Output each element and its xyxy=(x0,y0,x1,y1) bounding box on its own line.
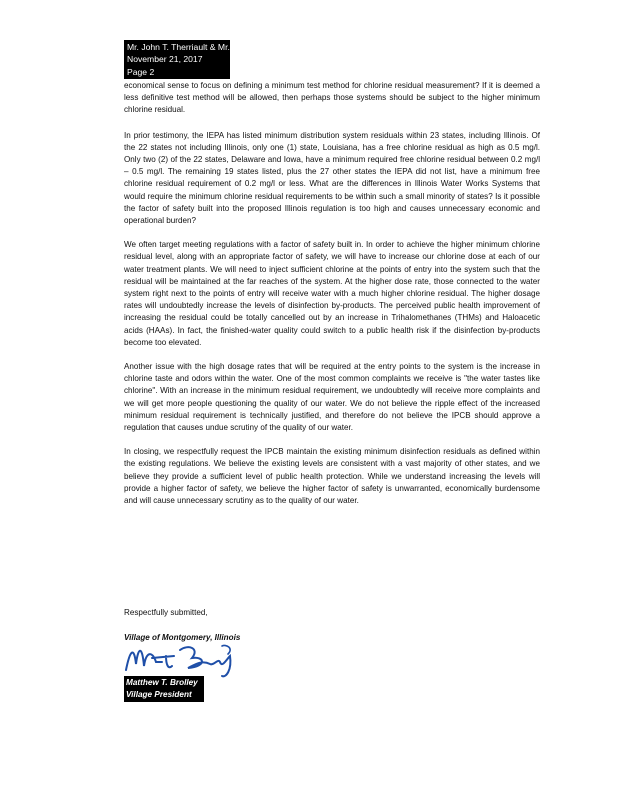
header-page: Page 2 xyxy=(127,66,155,77)
handwritten-signature xyxy=(122,640,252,680)
paragraph-5: In closing, we respectfully request the IPCB maintain the existing minimum disinfection residuals as defined within the existing regulations. We believe the existing levels are consistent with a vast majority of other states, and we believe they provide a sufficient level of public health protection. While we understand increasing the levels will provide a higher factor of safety, we believe the higher factor of safety is unwarranted, economically burdensome and will cause unnecessary scrutiny as to the quality of our water. xyxy=(124,447,540,506)
letter-header xyxy=(124,40,263,79)
letter-body xyxy=(124,80,540,519)
closing-line: Respectfully submitted, xyxy=(124,608,208,617)
paragraph-1: economical sense to focus on defining a minimum test method for chlorine residual measurement? If it is deemed a less definitive test method will be allowed, then perhaps those systems should be subject to the higher minimum chlorine residual. xyxy=(124,81,540,115)
signer-block xyxy=(124,676,204,702)
signer-title: Village President xyxy=(126,690,192,699)
header-date: November 21, 2017 xyxy=(127,54,203,65)
header-recipients: Mr. John T. Therriault & Mr. Tim Fox xyxy=(127,42,263,52)
paragraph-2: In prior testimony, the IEPA has listed minimum distribution system residuals within 23 states, including Illinois. Of the 22 states not including Illinois, only one (1) state, Louisiana, has a free chlorine residual as high as 0.5 mg/l. Only two (2) of the 22 states, Delaware and Iowa, have a minimum required free chlorine residual between 0.2 mg/l – 0.5 mg/l. The remaining 19 states listed, plus the 27 other states the IEPA did not list, have a minimum free chlorine residual requirement of 0.2 mg/l or less. What are the differences in Illinois Water Works Systems that would require the minimum chlorine residual requirements to be within such a small minority of states? Is it possible the factor of safety built into the proposed Illinois regulation is too high and causes unnecessary economic and operational burden? xyxy=(124,130,540,226)
village-name: Village of Montgomery, Illinois xyxy=(124,633,241,642)
signer-name: Matthew T. Brolley xyxy=(126,678,198,687)
paragraph-3: We often target meeting regulations with a factor of safety built in. In order to achieve the higher minimum chlorine residual level, along with an appropriate factor of safety, we will have to increase our chlorine dose at each of our water treatment plants. We will need to inject sufficient chlorine at the points of entry into the system such that the residual will be maintained at the far reaches of the system. At the higher dose rate, those connected to the water system right next to the points of entry will receive water with a much higher chlorine residual. The higher dosage rates will undoubtedly increase the levels of disinfection by-products. The perceived public health improvement of increasing the residual could be totally cancelled out by an increase in Trihalomethanes (THMs) and Haloacetic acids (HAAs). In fact, the finished-water quality could switch to a public health risk if the disinfection by-products become too elevated. xyxy=(124,240,540,347)
paragraph-4: Another issue with the high dosage rates that will be required at the entry points to the system is the increase in chlorine taste and odors within the water. One of the most common complaints we receive is "the water tastes like chlorine". With an increase in the minimum residual requirement, we undoubtedly will receive more complaints and we will get more people questioning the quality of our water. We do not believe the ripple effect of the increased minimum residual requirement is technically justified, and therefore do not believe the IPCB should approve a regulation that causes undue scrutiny of the quality of our water. xyxy=(124,362,540,433)
